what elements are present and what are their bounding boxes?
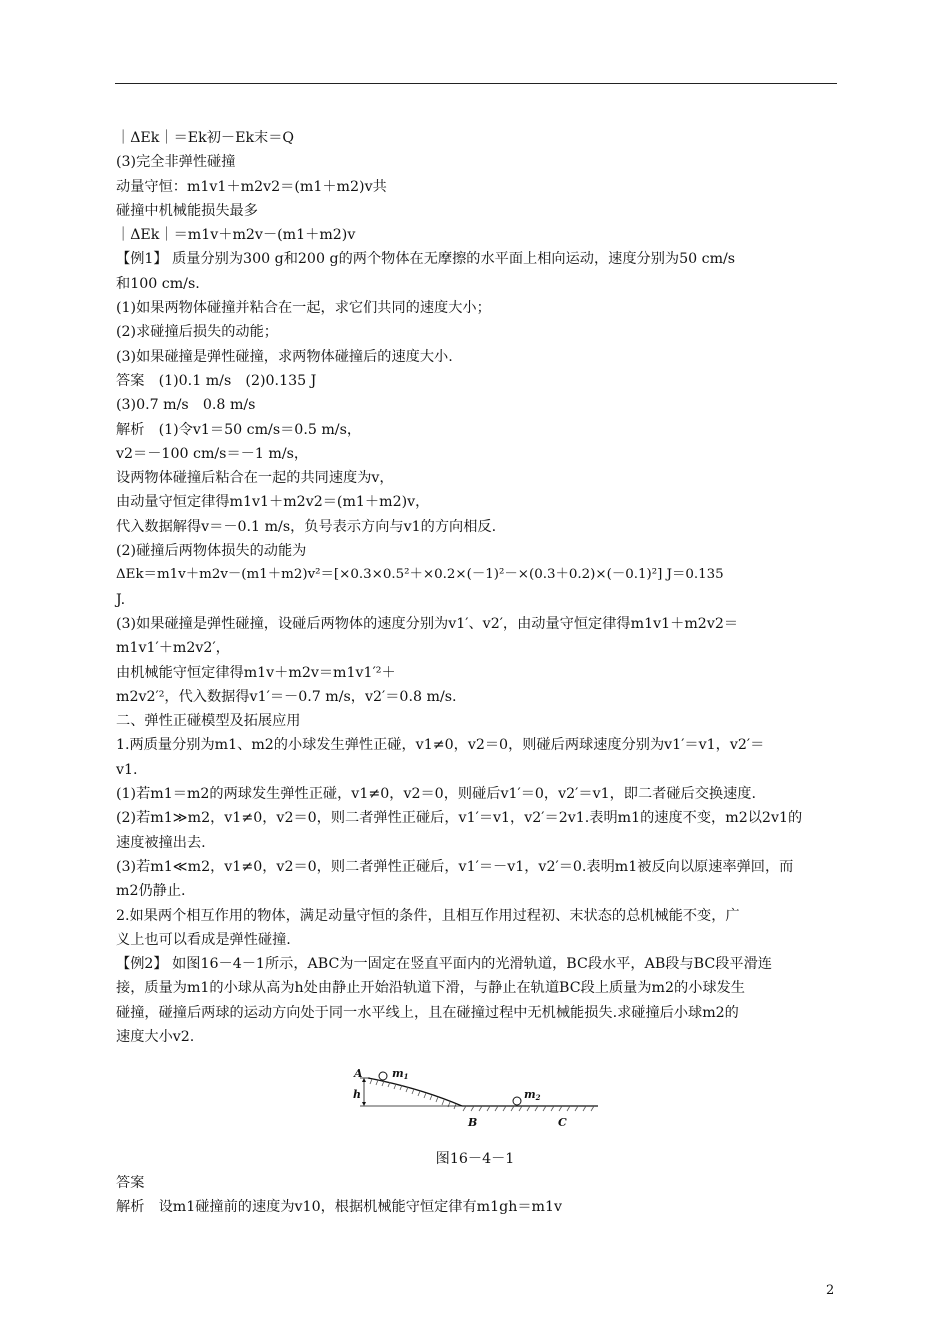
- text-line: (3)如果碰撞是弹性碰撞，求两物体碰撞后的速度大小.: [116, 348, 453, 365]
- text-line: (1)若m1＝m2的两球发生弹性正碰，v1≠0，v2＝0，则碰后v1′＝0，v2′＝v1，即二者碰后交换速度.: [116, 786, 756, 803]
- text-line: m2仍静止.: [116, 883, 186, 900]
- example-2-heading: 【例2】 如图16－4－1所示，ABC为一固定在竖直平面内的光滑轨道，BC段水平，AB段与BC段平滑连: [116, 956, 772, 973]
- text-line: J.: [116, 591, 126, 608]
- track-hatching: [463, 1106, 594, 1111]
- text-line: (3)完全非弹性碰撞: [116, 154, 236, 171]
- text-line: v2＝－100 cm/s＝－1 m/s，: [116, 445, 309, 462]
- text-line: (2)碰撞后两物体损失的动能为: [116, 543, 307, 560]
- solution-line: 解析 设m1碰撞前的速度为v10，根据机械能守恒定律有m1gh＝m1v: [116, 1199, 563, 1216]
- text-line: 接，质量为m1的小球从高为h处由静止开始沿轨道下滑，与静止在轨道BC段上质量为m2的小球发生: [116, 980, 745, 997]
- text-line: (2)求碰撞后损失的动能；: [116, 324, 278, 341]
- text-line: m2v2′²，代入数据得v1′＝－0.7 m/s，v2′＝0.8 m/s.: [116, 688, 457, 705]
- track-figure: [350, 1068, 602, 1146]
- text-line: (1)如果两物体碰撞并粘合在一起，求它们共同的速度大小；: [116, 300, 491, 317]
- label-c: C: [558, 1116, 567, 1129]
- text-line: ΔEk＝m1v＋m2v－(m1＋m2)v²＝[×0.3×0.5²＋×0.2×(－1)²－×(0.3＋0.2)×(－0.1)²] J＝0.135: [116, 567, 724, 583]
- text-line: 2.如果两个相互作用的物体，满足动量守恒的条件，且相互作用过程初、末状态的总机械能不变，广: [116, 907, 740, 924]
- figure-caption: 图16－4－1: [435, 1151, 515, 1167]
- page-number: 2: [826, 1283, 835, 1298]
- label-a: A: [354, 1068, 363, 1080]
- text-line: v1.: [116, 761, 138, 778]
- height-arrowhead-bottom: [362, 1102, 366, 1106]
- text-line: 动量守恒：m1v1＋m2v2＝(m1＋m2)v共: [116, 178, 387, 195]
- ramp-hatching: [370, 1079, 456, 1109]
- text-line: 1.两质量分别为m1、m2的小球发生弹性正碰，v1≠0，v2＝0，则碰后两球速度分别为v1′＝v1，v2′＝: [116, 737, 765, 754]
- answer-line: 答案: [116, 1175, 145, 1191]
- text-line: 速度大小v2.: [116, 1028, 195, 1045]
- label-m1: m1: [392, 1068, 409, 1081]
- text-line: 由动量守恒定律得m1v1＋m2v2＝(m1＋m2)v，: [116, 494, 430, 511]
- ramp-curve: [368, 1078, 462, 1106]
- text-line: 碰撞中机械能损失最多: [116, 202, 258, 219]
- text-line: (2)若m1≫m2，v1≠0，v2＝0，则二者弹性正碰后，v1′＝v1，v2′＝2v1.表明m1的速度不变，m2以2v1的: [116, 810, 803, 827]
- text-line: 速度被撞出去.: [116, 834, 206, 851]
- page-tail: [116, 1171, 840, 1220]
- label-b: B: [468, 1116, 478, 1129]
- label-m2: m2: [524, 1088, 541, 1102]
- ball-m1: [379, 1072, 387, 1080]
- text-line: (3)若m1≪m2，v1≠0，v2＝0，则二者弹性正碰后，v1′＝－v1，v2′＝0.表明m1被反向以原速率弹回，而: [116, 858, 794, 875]
- text-line: ｜ΔEk｜＝m1v＋m2v－(m1＋m2)v: [116, 227, 356, 244]
- text-line: 代入数据解得v＝－0.1 m/s，负号表示方向与v1的方向相反.: [116, 518, 497, 535]
- answer-line: 答案 (1)0.1 m/s (2)0.135 J: [116, 372, 317, 389]
- text-line: (3)如果碰撞是弹性碰撞，设碰后两物体的速度分别为v1′、v2′，由动量守恒定律得m1v1＋m2v2＝: [116, 615, 739, 632]
- text-line: 设两物体碰撞后粘合在一起的共同速度为v，: [116, 470, 394, 487]
- text-line: m1v1′＋m2v2′，: [116, 640, 230, 657]
- example-1-heading: 【例1】 质量分别为300 g和200 g的两个物体在无摩擦的水平面上相向运动，速度分别为50 cm/s: [116, 251, 736, 268]
- text-line: 义上也可以看成是弹性碰撞.: [116, 931, 291, 948]
- text-line: ｜ΔEk｜＝Ek初－Ek末＝Q: [116, 130, 295, 146]
- solution-line: 解析 (1)令v1＝50 cm/s＝0.5 m/s，: [116, 421, 362, 438]
- answer-line: (3)0.7 m/s 0.8 m/s: [116, 397, 256, 414]
- height-arrowhead-top: [362, 1078, 366, 1082]
- text-line: 和100 cm/s.: [116, 275, 200, 292]
- text-line: 碰撞，碰撞后两球的运动方向处于同一水平线上，且在碰撞过程中无机械能损失.求碰撞后小球m2的: [116, 1004, 739, 1021]
- section-heading: 二、弹性正碰模型及拓展应用: [116, 713, 301, 730]
- page-body: [116, 126, 840, 1049]
- ball-m2: [513, 1097, 521, 1105]
- label-h: h: [353, 1088, 361, 1101]
- text-line: 由机械能守恒定律得m1v＋m2v＝m1v1′²＋: [116, 664, 396, 681]
- header-rule: [115, 83, 837, 84]
